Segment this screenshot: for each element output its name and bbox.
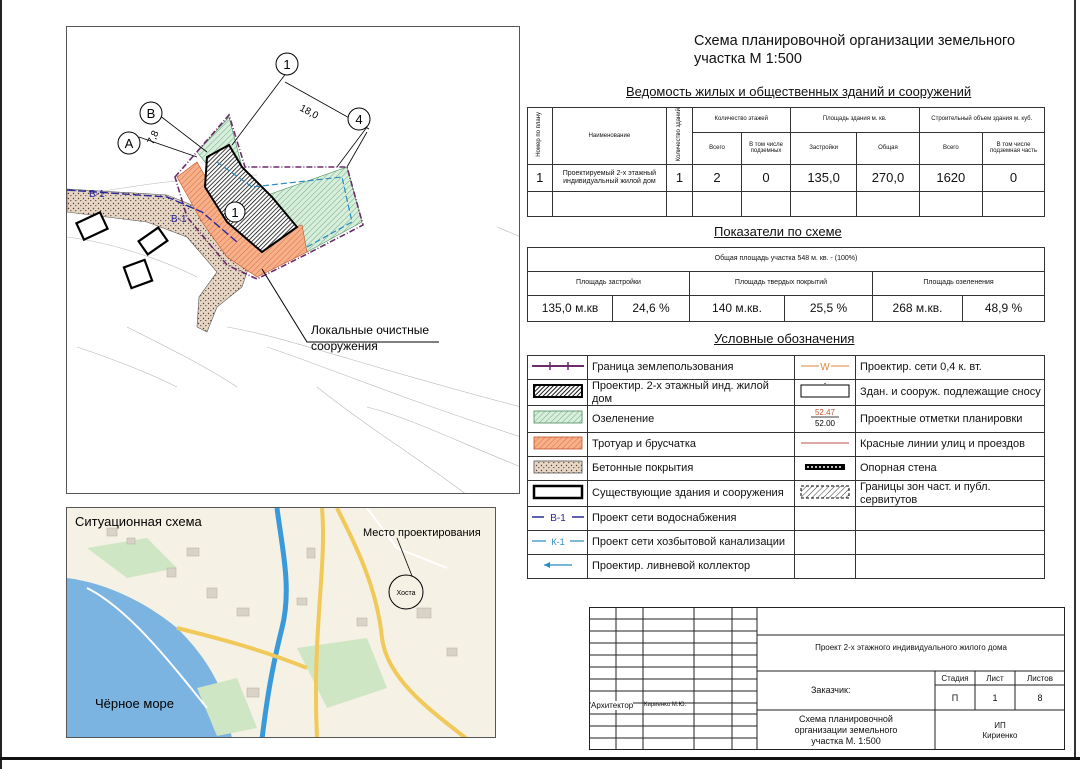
stamp-org-line1: ИП: [994, 721, 1006, 730]
stamp-sheets-label: Листов: [1027, 674, 1053, 683]
drawing-title-line1: Схема планировочной организации земельного: [694, 33, 1016, 49]
legend-power: Проектир. сети 0,4 к. вт.: [856, 356, 1045, 380]
total-area-row: Общая площадь участка 548 м. кв. - (100%): [528, 248, 1045, 272]
table-row: [528, 296, 1045, 322]
header-name: Наименование: [552, 108, 667, 165]
drawing-title: [694, 32, 1054, 68]
title-block: [589, 607, 1065, 750]
val-green-percent: 48,9 %: [963, 296, 1045, 322]
svg-text:W: W: [820, 361, 830, 373]
buildings-table: [527, 107, 1045, 217]
stamp-stage-value: П: [951, 693, 959, 703]
site-plan-panel: [66, 26, 520, 494]
callout-axis-a: А: [124, 136, 134, 151]
concrete-symbol: [530, 459, 586, 475]
legend-greenery: Озеленение: [588, 406, 795, 433]
stamp-architect-name: Кириенко М.Ю.: [644, 702, 687, 708]
stamp-drawing-title: [757, 714, 935, 747]
red-line-symbol: [797, 437, 853, 449]
stamp-drawing-line2: организации земельного: [794, 725, 898, 735]
table-row-empty: [528, 192, 1045, 217]
legend-retaining-wall: Опорная стена: [856, 456, 1045, 480]
stamp-org-line2: Кириенко: [982, 731, 1018, 740]
header-number: Номер по плану: [536, 112, 543, 158]
cell-floors-total: 2: [692, 165, 742, 192]
demolition-symbol: [797, 383, 853, 399]
header-floors-underground: В том числе подземных: [742, 132, 791, 165]
stamp-organization: [935, 721, 1065, 741]
water-line-symbol: [530, 510, 586, 524]
cell-name: Проектируемый 2-х этажный индивидуальный жилой дом: [552, 165, 667, 192]
elevation-mark-symbol: [797, 406, 853, 428]
val-hard-percent: 25,5 %: [785, 296, 873, 322]
legend-elevation: Проектные отметки планировки: [856, 406, 1045, 433]
stamp-sheet-value: 1: [992, 693, 998, 703]
header-area-total: Общая: [857, 132, 919, 165]
frame-right-edge: [1074, 0, 1076, 760]
cell-area-total: 270,0: [857, 165, 919, 192]
sea-label: Чёрное море: [95, 696, 175, 711]
header-volume-underground: В том числе подземная часть: [983, 132, 1045, 165]
sewer-line-symbol: [530, 534, 586, 548]
existing-building-symbol: [530, 484, 586, 500]
svg-text:В-1: В-1: [549, 512, 566, 524]
legend-title: Условные обозначения: [714, 331, 855, 346]
indicators-table: [527, 247, 1045, 322]
legend-new-house: Проектир. 2-х этажный инд. жилой дом: [588, 380, 795, 406]
frame-bottom-edge: [0, 757, 1080, 769]
legend-demolition: Здан. и сооруж. подлежащие сносу: [856, 380, 1045, 406]
legend-servitude: Границы зон част. и публ. сервитутов: [856, 480, 1045, 506]
legend-table: [527, 355, 1045, 579]
stamp-drawing-line1: Схема планировочной: [799, 714, 893, 724]
header-volume-total: Всего: [919, 132, 983, 165]
svg-text:К-1: К-1: [550, 536, 565, 547]
paving-symbol: [530, 435, 586, 451]
cell-volume-underground: 0: [983, 165, 1045, 192]
stamp-stage-label: Стадия: [941, 674, 969, 683]
table-row: [528, 165, 1045, 192]
header-floors: Количество этажей: [692, 108, 790, 133]
water-line-label-2: В-1: [171, 214, 187, 225]
retaining-wall-symbol: [797, 461, 853, 473]
header-area: Площадь здания м. кв.: [790, 108, 919, 133]
indicators-title: Показатели по схеме: [714, 224, 842, 239]
callout-axis-4: 4: [355, 112, 363, 127]
val-green-area: 268 м.кв.: [873, 296, 963, 322]
cell-volume-total: 1620: [919, 165, 983, 192]
project-place-label: Место проектирования: [363, 527, 481, 539]
greenery-symbol: [530, 409, 586, 425]
val-built-area: 135,0 м.кв: [528, 296, 613, 322]
arrow-left-icon: [530, 559, 586, 571]
legend-stormwater: Проектир. ливневой коллектор: [588, 555, 795, 579]
stamp-customer-label: Заказчик:: [811, 685, 851, 695]
col-built-area: Площадь застройки: [528, 272, 690, 296]
cell-area-built: 135,0: [790, 165, 857, 192]
situation-title: Ситуационная схема: [75, 514, 202, 529]
drawing-title-line2: участка М 1:500: [694, 51, 802, 67]
power-line-symbol: [797, 359, 853, 373]
legend-paving: Тротуар и брусчатка: [588, 432, 795, 456]
situation-map: [67, 508, 496, 738]
col-hard-cover: Площадь твердых покрытий: [690, 272, 873, 296]
legend-boundary: Граница землепользования: [588, 356, 795, 380]
cell-floors-underground: 0: [742, 165, 791, 192]
legend-water: Проект сети водоснабжения: [588, 507, 795, 531]
dimension-7-8: 7,8: [145, 129, 162, 147]
legend-concrete: Бетонные покрытия: [588, 456, 795, 480]
stamp-architect-label: Архитектор: [591, 701, 634, 710]
legend-existing: Существующие здания и сооружения: [588, 480, 795, 506]
header-floors-total: Всего: [692, 132, 742, 165]
settlement-label: Хоста: [396, 590, 416, 597]
svg-text:52.00: 52.00: [814, 419, 836, 429]
stamp-sheets-value: 8: [1037, 693, 1043, 703]
building-number-callout: 1: [231, 205, 239, 220]
stamp-sheet-label: Лист: [986, 674, 1004, 683]
val-built-percent: 24,6 %: [613, 296, 690, 322]
stamp-project-title: Проект 2-х этажного индивидуального жилого дома: [815, 643, 1007, 652]
header-area-built: Застройки: [790, 132, 857, 165]
callout-axis-b: В: [146, 106, 156, 121]
col-green-area: Площадь озеленения: [873, 272, 1045, 296]
water-line-label: В-1: [89, 189, 105, 200]
val-hard-area: 140 м.кв.: [690, 296, 785, 322]
svg-text:52.47: 52.47: [814, 408, 836, 418]
site-plan-drawing: [67, 27, 520, 494]
note-treatment-line1: Локальные очистные: [311, 323, 430, 337]
cell-count: 1: [667, 165, 692, 192]
note-treatment-line2: сооружения: [311, 339, 378, 353]
dimension-18: 18,0: [297, 102, 320, 122]
cell-number: 1: [528, 165, 553, 192]
callout-axis-1: 1: [283, 57, 291, 72]
situation-map-panel: [66, 507, 496, 738]
stamp-drawing-line3: участка М. 1:500: [811, 736, 881, 746]
legend-sewer: Проект сети хозбытовой канализации: [588, 531, 795, 555]
header-volume: Строительный объем здания м. куб.: [919, 108, 1044, 133]
legend-red-lines: Красные линии улиц и проездов: [856, 432, 1045, 456]
buildings-table-title: Ведомость жилых и общественных зданий и сооружений: [626, 84, 972, 99]
servitude-symbol: [797, 484, 853, 500]
boundary-line-symbol: [530, 360, 586, 372]
header-count: Количество зданий: [676, 108, 682, 162]
new-building-symbol: [530, 383, 586, 399]
